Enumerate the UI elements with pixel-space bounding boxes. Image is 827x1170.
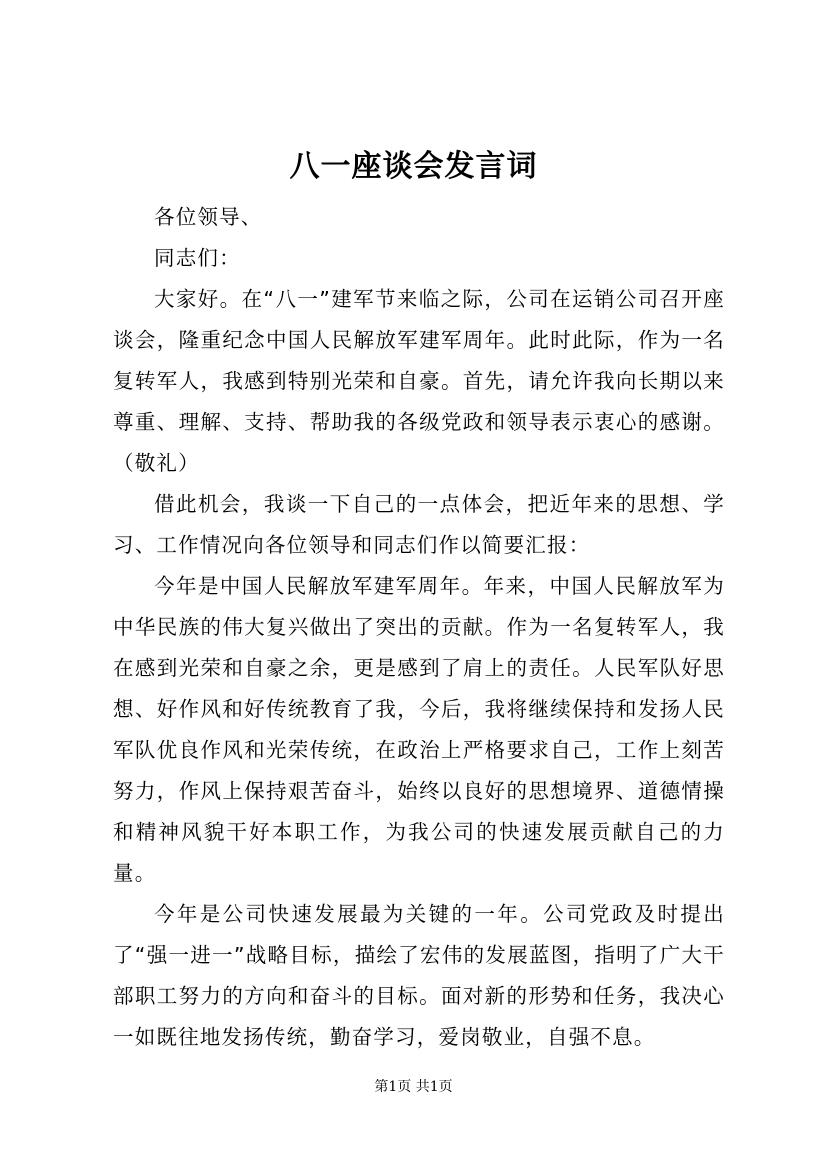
paragraph-army-anniversary: 今年是中国人民解放军建军周年。年来，中国人民解放军为中华民族的伟大复兴做出了突出的贡献。作为一名复转军人，我在感到光荣和自豪之余，更是感到了肩上的责任。人民军队好思想、好作风和好传统教育了我，今后，我将继续保持和发扬人民军队优良作风和光荣传统，在政治上严格要求自己，工作上刻苦努力，作风上保持艰苦奋斗，始终以良好的思想境界、道德情操和精神风貌干好本职工作，为我公司的快速发展贡献自己的力量。 bbox=[113, 574, 725, 885]
document-title: 八一座谈会发言词 bbox=[289, 149, 538, 184]
page-number-footer: 第1页 共1页 bbox=[374, 1079, 453, 1095]
paragraph-company-goals: 今年是公司快速发展最为关键的一年。公司党政及时提出了“强一进一”战略目标，描绘了宏伟的发展蓝图，指明了广大干部职工努力的方向和奋斗的目标。面对新的形势和任务，我决心一如既往地发扬传统，勤奋学习，爱岗敬业，自强不息。 bbox=[113, 902, 725, 1049]
salutation-leaders: 各位领导、 bbox=[154, 205, 263, 229]
paragraph-greeting: 大家好。在“八一”建军节来临之际，公司在运销公司召开座谈会，隆重纪念中国人民解放军建军周年。此时此际，作为一名复转军人，我感到特别光荣和自豪。首先，请允许我向长期以来尊重、理解、支持、帮助我的各级党政和领导表示衷心的感谢。（敬礼） bbox=[113, 287, 725, 475]
paragraph-introduction: 借此机会，我谈一下自己的一点体会，把近年来的思想、学习、工作情况向各位领导和同志们作以简要汇报： bbox=[113, 492, 725, 557]
document-body bbox=[113, 197, 725, 1058]
salutation-comrades: 同志们： bbox=[154, 246, 241, 270]
